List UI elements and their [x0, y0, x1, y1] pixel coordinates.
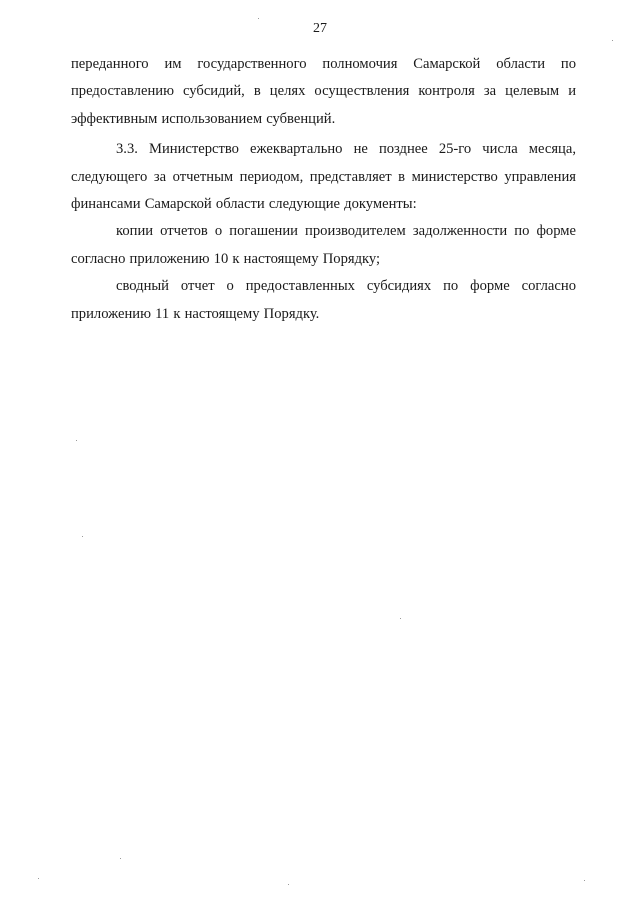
scan-speck: [38, 878, 39, 879]
scan-speck: [612, 40, 613, 41]
scan-speck: [76, 440, 77, 441]
scan-speck: [288, 884, 289, 885]
paragraph-section-3-3: 3.3. Министерство ежеквартально не позднее 25-го числа месяца, следующего за отчетным периодом, представляет в министерство управления финансами Самарской области следующие документы:: [71, 141, 576, 213]
page-number: 27: [313, 21, 327, 36]
paragraph-list-item-summary: сводный отчет о предоставленных субсидиях по форме согласно приложению 11 к настоящему Порядку.: [71, 278, 576, 322]
scan-speck: [584, 880, 585, 881]
scan-speck: [258, 18, 259, 19]
scan-speck: [82, 536, 83, 537]
paragraph-list-item-reports: копии отчетов о погашении производителем задолженности по форме согласно приложению 10 к настоящему Порядку;: [71, 223, 576, 267]
document-body: [71, 51, 576, 328]
scan-speck: [400, 618, 401, 619]
paragraph-continuation: переданного им государственного полномочия Самарской области по предоставлению субсидий, в целях осуществления контроля за целевым и эффективным использованием субвенций.: [71, 56, 576, 127]
scan-speck: [120, 858, 121, 859]
